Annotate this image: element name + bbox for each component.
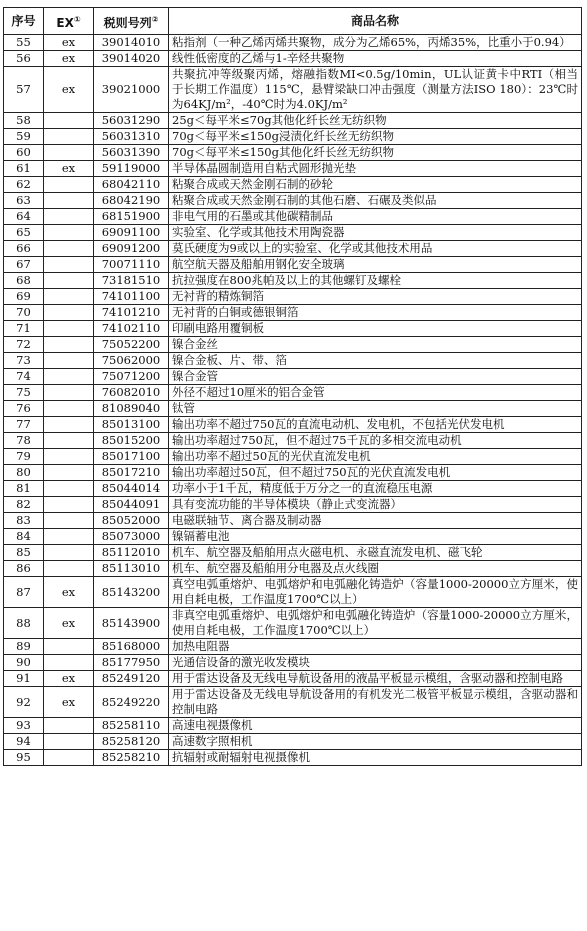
cell-no: 74 <box>4 369 44 385</box>
cell-ex: ex <box>44 35 94 51</box>
cell-code: 69091100 <box>94 225 169 241</box>
table-row <box>4 273 582 289</box>
cell-no: 60 <box>4 145 44 161</box>
cell-name: 非真空电弧重熔炉、电弧熔炉和电弧融化铸造炉（容量1000-20000立方厘米，使用自耗电极，工作温度1700℃以上） <box>169 608 582 639</box>
table-row <box>4 401 582 417</box>
cell-code: 85258120 <box>94 734 169 750</box>
cell-no: 70 <box>4 305 44 321</box>
cell-ex <box>44 497 94 513</box>
table-row <box>4 687 582 718</box>
cell-no: 72 <box>4 337 44 353</box>
cell-code: 68151900 <box>94 209 169 225</box>
cell-name: 镍镉蓄电池 <box>169 529 582 545</box>
cell-name: 高速电视摄像机 <box>169 718 582 734</box>
cell-no: 68 <box>4 273 44 289</box>
cell-ex: ex <box>44 687 94 718</box>
cell-ex <box>44 545 94 561</box>
cell-code: 75071200 <box>94 369 169 385</box>
table-header-row <box>4 8 582 35</box>
cell-no: 55 <box>4 35 44 51</box>
table-row <box>4 129 582 145</box>
cell-name: 航空航天器及船舶用钢化安全玻璃 <box>169 257 582 273</box>
header-code-label: 税则号列 <box>103 15 152 30</box>
cell-no: 57 <box>4 67 44 113</box>
cell-no: 67 <box>4 257 44 273</box>
header-code <box>94 8 169 35</box>
cell-no: 79 <box>4 449 44 465</box>
cell-name: 镍合金板、片、带、箔 <box>169 353 582 369</box>
table-row <box>4 545 582 561</box>
header-no: 序号 <box>4 8 44 35</box>
cell-no: 84 <box>4 529 44 545</box>
cell-no: 90 <box>4 655 44 671</box>
table-row <box>4 750 582 766</box>
table-row <box>4 433 582 449</box>
cell-ex: ex <box>44 608 94 639</box>
cell-name: 线性低密度的乙烯与1-辛烃共聚物 <box>169 51 582 67</box>
cell-name: 输出功率超过50瓦，但不超过750瓦的光伏直流发电机 <box>169 465 582 481</box>
cell-code: 85258110 <box>94 718 169 734</box>
table-row <box>4 655 582 671</box>
cell-ex: ex <box>44 671 94 687</box>
table-body <box>4 35 582 766</box>
table-row <box>4 497 582 513</box>
cell-ex <box>44 145 94 161</box>
cell-no: 78 <box>4 433 44 449</box>
cell-no: 62 <box>4 177 44 193</box>
cell-code: 85052000 <box>94 513 169 529</box>
cell-ex <box>44 449 94 465</box>
cell-name: 机车、航空器及船舶用分电器及点火线圈 <box>169 561 582 577</box>
cell-code: 74102110 <box>94 321 169 337</box>
cell-name: 用于雷达设备及无线电导航设备用的液晶平板显示模组，含驱动器和控制电路 <box>169 671 582 687</box>
cell-ex <box>44 718 94 734</box>
cell-no: 69 <box>4 289 44 305</box>
table-row <box>4 51 582 67</box>
cell-code: 85168000 <box>94 639 169 655</box>
cell-name: 70g＜每平米≤150g其他化纤长丝无纺织物 <box>169 145 582 161</box>
table-row <box>4 513 582 529</box>
cell-ex <box>44 273 94 289</box>
cell-code: 39014020 <box>94 51 169 67</box>
table-row <box>4 321 582 337</box>
cell-no: 73 <box>4 353 44 369</box>
cell-code: 74101210 <box>94 305 169 321</box>
table-row <box>4 161 582 177</box>
table-row <box>4 67 582 113</box>
cell-ex <box>44 113 94 129</box>
table-row <box>4 417 582 433</box>
cell-ex <box>44 561 94 577</box>
cell-code: 56031390 <box>94 145 169 161</box>
cell-code: 85017100 <box>94 449 169 465</box>
cell-name: 共聚抗冲等级聚丙烯，熔融指数MI<0.5g/10min，UL认证黄卡中RTI（相当于长期工作温度）115℃，悬臂梁缺口冲击强度（测量方法ISO 180）：23℃时为64KJ/m²，-40℃时为4.0KJ/m² <box>169 67 582 113</box>
cell-name: 光通信设备的激光收发模块 <box>169 655 582 671</box>
cell-ex <box>44 513 94 529</box>
cell-ex <box>44 385 94 401</box>
header-ex <box>44 8 94 35</box>
cell-name: 粘聚合成或天然金刚石制的其他石磨、石碾及类似品 <box>169 193 582 209</box>
cell-ex <box>44 529 94 545</box>
cell-ex <box>44 257 94 273</box>
cell-ex <box>44 734 94 750</box>
cell-name: 电磁联轴节、离合器及制动器 <box>169 513 582 529</box>
cell-code: 85258210 <box>94 750 169 766</box>
cell-name: 具有变流功能的半导体模块（静止式变流器） <box>169 497 582 513</box>
cell-ex <box>44 225 94 241</box>
table-row <box>4 369 582 385</box>
cell-no: 61 <box>4 161 44 177</box>
cell-code: 85113010 <box>94 561 169 577</box>
cell-name: 输出功率超过750瓦，但不超过75千瓦的多相交流电动机 <box>169 433 582 449</box>
cell-code: 85073000 <box>94 529 169 545</box>
cell-ex: ex <box>44 577 94 608</box>
cell-no: 85 <box>4 545 44 561</box>
cell-ex: ex <box>44 161 94 177</box>
cell-no: 75 <box>4 385 44 401</box>
cell-no: 65 <box>4 225 44 241</box>
cell-no: 59 <box>4 129 44 145</box>
cell-code: 39021000 <box>94 67 169 113</box>
cell-ex <box>44 481 94 497</box>
cell-no: 91 <box>4 671 44 687</box>
cell-ex <box>44 465 94 481</box>
cell-no: 82 <box>4 497 44 513</box>
cell-name: 镍合金丝 <box>169 337 582 353</box>
cell-code: 70071110 <box>94 257 169 273</box>
table-row <box>4 718 582 734</box>
table-row <box>4 113 582 129</box>
cell-code: 85013100 <box>94 417 169 433</box>
cell-ex <box>44 177 94 193</box>
cell-no: 87 <box>4 577 44 608</box>
cell-ex <box>44 417 94 433</box>
cell-ex: ex <box>44 51 94 67</box>
cell-name: 输出功率不超过750瓦的直流电动机、发电机，不包括光伏发电机 <box>169 417 582 433</box>
tariff-table <box>3 7 582 766</box>
header-code-footnote: ② <box>151 14 159 24</box>
table-row <box>4 257 582 273</box>
table-row <box>4 465 582 481</box>
cell-name: 印刷电路用覆铜板 <box>169 321 582 337</box>
cell-no: 83 <box>4 513 44 529</box>
header-name: 商品名称 <box>169 8 582 35</box>
table-row <box>4 209 582 225</box>
table-row <box>4 145 582 161</box>
cell-ex: ex <box>44 67 94 113</box>
cell-ex <box>44 305 94 321</box>
cell-ex <box>44 193 94 209</box>
cell-name: 25g＜每平米≤70g其他化纤长丝无纺织物 <box>169 113 582 129</box>
table-row <box>4 481 582 497</box>
cell-name: 70g＜每平米≤150g浸渍化纤长丝无纺织物 <box>169 129 582 145</box>
cell-no: 56 <box>4 51 44 67</box>
cell-name: 机车、航空器及船舶用点火磁电机、永磁直流发电机、磁飞轮 <box>169 545 582 561</box>
table-row <box>4 385 582 401</box>
cell-ex <box>44 750 94 766</box>
cell-name: 无衬背的精炼铜箔 <box>169 289 582 305</box>
cell-code: 68042110 <box>94 177 169 193</box>
cell-ex <box>44 209 94 225</box>
cell-ex <box>44 401 94 417</box>
cell-no: 63 <box>4 193 44 209</box>
table-row <box>4 225 582 241</box>
cell-name: 实验室、化学或其他技术用陶瓷器 <box>169 225 582 241</box>
cell-ex <box>44 337 94 353</box>
cell-no: 93 <box>4 718 44 734</box>
cell-code: 81089040 <box>94 401 169 417</box>
cell-name: 无衬背的白铜或德银铜箔 <box>169 305 582 321</box>
table-row <box>4 577 582 608</box>
cell-code: 85017210 <box>94 465 169 481</box>
cell-ex <box>44 369 94 385</box>
cell-ex <box>44 639 94 655</box>
cell-name: 半导体晶圆制造用自粘式圆形抛光垫 <box>169 161 582 177</box>
cell-no: 66 <box>4 241 44 257</box>
table-row <box>4 639 582 655</box>
cell-name: 真空电弧重熔炉、电弧熔炉和电弧融化铸造炉（容量1000-20000立方厘米，使用自耗电极，工作温度1700℃以上） <box>169 577 582 608</box>
cell-name: 高速数字照相机 <box>169 734 582 750</box>
cell-name: 抗辐射或耐辐射电视摄像机 <box>169 750 582 766</box>
cell-name: 莫氏硬度为9或以上的实验室、化学或其他技术用品 <box>169 241 582 257</box>
cell-code: 85044014 <box>94 481 169 497</box>
cell-no: 80 <box>4 465 44 481</box>
cell-no: 95 <box>4 750 44 766</box>
cell-code: 39014010 <box>94 35 169 51</box>
cell-ex <box>44 655 94 671</box>
cell-name: 粘指剂（一种乙烯丙烯共聚物，成分为乙烯65%，丙烯35%，比重小于0.94） <box>169 35 582 51</box>
cell-code: 76082010 <box>94 385 169 401</box>
table-row <box>4 177 582 193</box>
cell-code: 85044091 <box>94 497 169 513</box>
cell-no: 88 <box>4 608 44 639</box>
table-row <box>4 193 582 209</box>
table-row <box>4 561 582 577</box>
cell-name: 抗拉强度在800兆帕及以上的其他螺钉及螺栓 <box>169 273 582 289</box>
cell-code: 85112010 <box>94 545 169 561</box>
table-row <box>4 35 582 51</box>
cell-name: 输出功率不超过50瓦的光伏直流发电机 <box>169 449 582 465</box>
cell-name: 镍合金管 <box>169 369 582 385</box>
table-row <box>4 734 582 750</box>
cell-name: 功率小于1千瓦，精度低于万分之一的直流稳压电源 <box>169 481 582 497</box>
cell-no: 81 <box>4 481 44 497</box>
cell-name: 钛管 <box>169 401 582 417</box>
cell-no: 86 <box>4 561 44 577</box>
cell-code: 56031290 <box>94 113 169 129</box>
cell-code: 56031310 <box>94 129 169 145</box>
cell-code: 74101100 <box>94 289 169 305</box>
cell-ex <box>44 241 94 257</box>
header-ex-footnote: ① <box>73 14 81 24</box>
cell-ex <box>44 129 94 145</box>
cell-ex <box>44 433 94 449</box>
cell-name: 非电气用的石墨或其他碳精制品 <box>169 209 582 225</box>
table-row <box>4 529 582 545</box>
cell-no: 94 <box>4 734 44 750</box>
table-row <box>4 337 582 353</box>
cell-no: 77 <box>4 417 44 433</box>
cell-code: 85143200 <box>94 577 169 608</box>
cell-no: 64 <box>4 209 44 225</box>
cell-name: 外径不超过10厘米的铝合金管 <box>169 385 582 401</box>
cell-no: 76 <box>4 401 44 417</box>
cell-no: 92 <box>4 687 44 718</box>
cell-name: 用于雷达设备及无线电导航设备用的有机发光二极管平板显示模组，含驱动器和控制电路 <box>169 687 582 718</box>
cell-code: 85249120 <box>94 671 169 687</box>
cell-code: 59119000 <box>94 161 169 177</box>
cell-code: 68042190 <box>94 193 169 209</box>
cell-code: 85143900 <box>94 608 169 639</box>
table-row <box>4 449 582 465</box>
cell-name: 粘聚合成或天然金刚石制的砂轮 <box>169 177 582 193</box>
cell-code: 75062000 <box>94 353 169 369</box>
cell-code: 85015200 <box>94 433 169 449</box>
cell-no: 71 <box>4 321 44 337</box>
cell-no: 58 <box>4 113 44 129</box>
table-row <box>4 353 582 369</box>
cell-code: 85177950 <box>94 655 169 671</box>
header-ex-label: EX <box>56 15 74 30</box>
cell-no: 89 <box>4 639 44 655</box>
cell-code: 69091200 <box>94 241 169 257</box>
cell-name: 加热电阻器 <box>169 639 582 655</box>
table-row <box>4 289 582 305</box>
table-row <box>4 671 582 687</box>
cell-code: 75052200 <box>94 337 169 353</box>
table-row <box>4 241 582 257</box>
cell-code: 73181510 <box>94 273 169 289</box>
cell-ex <box>44 353 94 369</box>
cell-ex <box>44 289 94 305</box>
cell-ex <box>44 321 94 337</box>
table-row <box>4 608 582 639</box>
table-row <box>4 305 582 321</box>
cell-code: 85249220 <box>94 687 169 718</box>
